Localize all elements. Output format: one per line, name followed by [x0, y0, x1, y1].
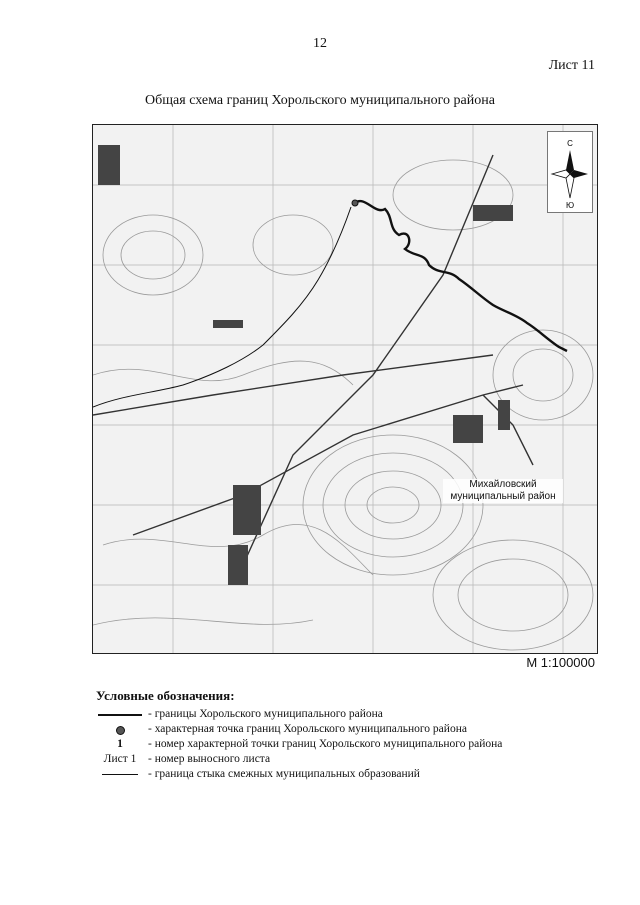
- legend-text: - граница стыка смежных муниципальных образований: [148, 768, 420, 780]
- sheet-label: Лист 11: [548, 58, 595, 73]
- map-graphic: [93, 125, 597, 653]
- legend-symbol-thick-line: [96, 707, 144, 722]
- legend-item-adjacent-border: [96, 767, 596, 782]
- compass-south: Ю: [565, 201, 575, 210]
- roads: [93, 155, 533, 565]
- page-number: 12: [313, 36, 327, 51]
- legend-item-sheet: [96, 752, 596, 767]
- district-label: Михайловский муниципальный район: [443, 479, 563, 503]
- legend-symbol-number: 1: [117, 738, 123, 750]
- boundary-point: [352, 200, 358, 206]
- map-image: [92, 124, 598, 654]
- legend-title: Условные обозначения:: [96, 688, 235, 703]
- district-boundary: [355, 201, 567, 351]
- settlements: [98, 145, 513, 585]
- legend-text: - характерная точка границ Хорольского муниципального района: [148, 723, 467, 735]
- map-scale: М 1:100000: [526, 655, 595, 670]
- legend-item-point-number: [96, 737, 596, 752]
- legend-text: - номер характерной точки границ Хорольского муниципального района: [148, 738, 503, 750]
- compass-icon: [547, 131, 593, 213]
- legend-item-point: [96, 722, 596, 737]
- legend-text: - номер выносного листа: [148, 753, 271, 765]
- document-title: Общая схема границ Хорольского муниципального района: [145, 93, 495, 108]
- legend-text: - границы Хорольского муниципального района: [148, 708, 383, 720]
- compass-north: С: [567, 139, 573, 148]
- legend-symbol-sheet: Лист 1: [103, 753, 137, 765]
- legend-symbol-thin-line: [96, 767, 144, 782]
- legend-item-boundary: [96, 707, 596, 722]
- legend-symbol-dot-icon: [96, 722, 144, 737]
- map-grid: [93, 125, 597, 653]
- legend: [96, 688, 596, 782]
